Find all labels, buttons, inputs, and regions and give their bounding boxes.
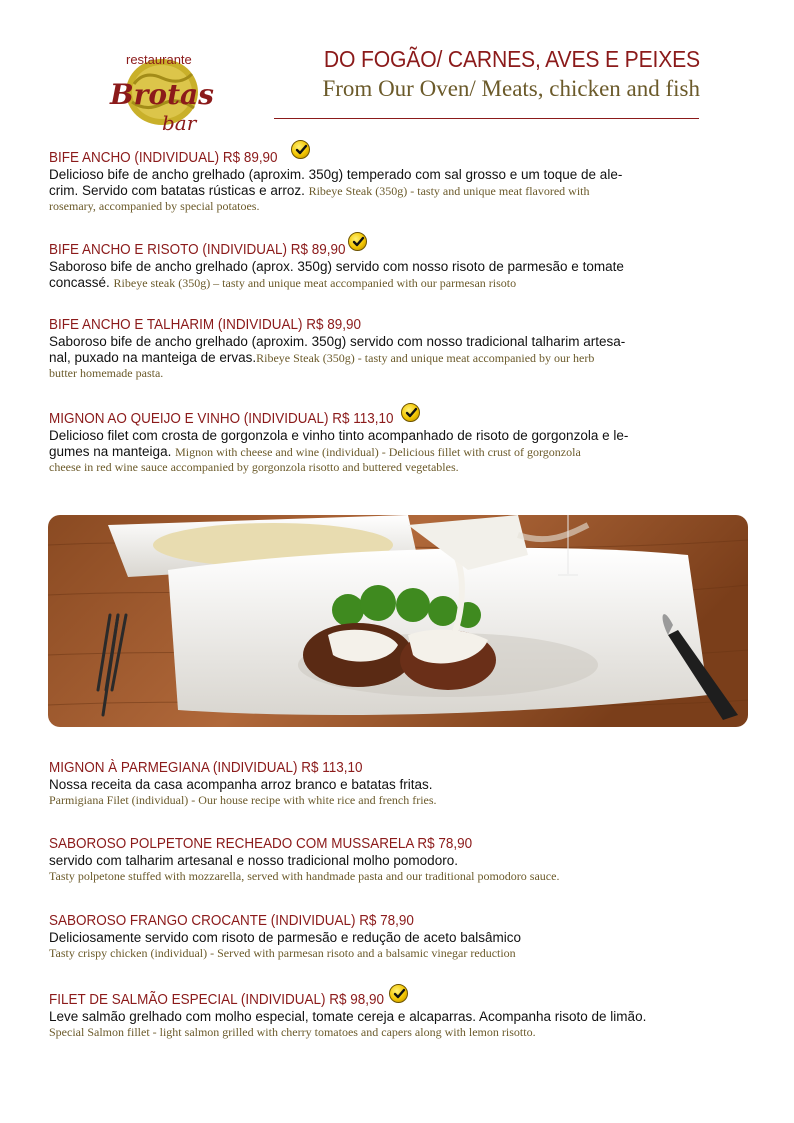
menu-item-description: Deliciosamente servido com risoto de parmesão e redução de aceto balsâmico	[49, 930, 521, 945]
section-header	[260, 44, 700, 104]
menu-item-title: MIGNON À PARMEGIANA (INDIVIDUAL) R$ 113,10	[49, 760, 363, 776]
menu-item-description: Saboroso bife de ancho grelhado (aprox. 350g) servido com nosso risoto de parmesão e tomate concassé. Ribeye steak (350g) – tasty and unique meat accompanied with our parmesan risoto	[49, 259, 624, 290]
menu-item-description: Leve salmão grelhado com molho especial, tomate cereja e alcaparras. Acompanha risoto de limão.	[49, 1009, 647, 1024]
recommended-check-icon	[348, 232, 367, 251]
menu-item-description: Nossa receita da casa acompanha arroz branco e batatas fritas.	[49, 777, 433, 792]
menu-item	[49, 759, 699, 808]
menu-item-title: BIFE ANCHO (INDIVIDUAL) R$ 89,90	[49, 150, 278, 166]
menu-item-description: Delicioso filet com crosta de gorgonzola e vinho tinto acompanhado de risoto de gorgonzola e le- gumes na manteiga. Mignon with cheese and wine (individual) - Delicious fillet with crust of gorgonzola	[49, 428, 629, 459]
menu-item-description-en: Tasty crispy chicken (individual) - Served with parmesan risoto and a balsamic vinegar reduction	[49, 945, 516, 960]
menu-item	[49, 912, 699, 961]
header-divider	[274, 118, 699, 119]
section-title-en: From Our Oven/ Meats, chicken and fish	[322, 76, 700, 101]
menu-item-title: BIFE ANCHO E TALHARIM (INDIVIDUAL) R$ 89,90	[49, 317, 361, 333]
menu-item-description-en: Special Salmon fillet - light salmon grilled with cherry tomatoes and capers along with lemon risotto.	[49, 1024, 536, 1039]
recommended-check-icon	[389, 984, 408, 1003]
menu-item-description: Delicioso bife de ancho grelhado (aproxim. 350g) temperado com sal grosso e um toque de ale- crim. Servido com batatas rústicas e arroz. Ribeye Steak (350g) - tasty and unique meat flavored with	[49, 167, 623, 198]
menu-item-description: Saboroso bife de ancho grelhado (aproxim. 350g) servido com nosso tradicional talharim artesa- nal, puxado na manteiga de ervas.Ribeye Steak (350g) - tasty and unique meat accompanied by our herb	[49, 334, 626, 365]
menu-item-description-en: Tasty polpetone stuffed with mozzarella, served with handmade pasta and our traditional pomodoro sauce.	[49, 868, 560, 883]
menu-item-title: FILET DE SALMÃO ESPECIAL (INDIVIDUAL) R$ 98,90	[49, 992, 385, 1008]
menu-item-title: SABOROSO POLPETONE RECHEADO COM MUSSARELA R$ 78,90	[49, 836, 473, 852]
menu-item	[49, 988, 699, 1040]
menu-item	[49, 835, 699, 884]
recommended-check-icon	[401, 403, 420, 422]
menu-item-title: SABOROSO FRANGO CROCANTE (INDIVIDUAL) R$ 78,90	[49, 913, 414, 929]
menu-item	[49, 316, 699, 381]
logo-bottom-text: bar	[162, 111, 197, 135]
menu-item-description-en: rosemary, accompanied by special potatoes.	[49, 198, 260, 213]
logo-top-text: restaurante	[126, 52, 192, 67]
dish-photo	[48, 515, 748, 727]
restaurant-logo	[104, 44, 224, 136]
menu-item-title: MIGNON AO QUEIJO E VINHO (INDIVIDUAL) R$ 113,10	[49, 411, 394, 427]
menu-item	[49, 146, 699, 214]
menu-item	[49, 238, 699, 291]
menu-item-description-en: butter homemade pasta.	[49, 365, 164, 380]
menu-item	[49, 407, 699, 475]
menu-item-description-en: cheese in red wine sauce accompanied by gorgonzola risotto and buttered vegetables.	[49, 459, 459, 474]
recommended-check-icon	[291, 140, 310, 159]
menu-item-title: BIFE ANCHO E RISOTO (INDIVIDUAL) R$ 89,90	[49, 242, 346, 258]
menu-item-description: servido com talharim artesanal e nosso tradicional molho pomodoro.	[49, 853, 458, 868]
section-title-pt: DO FOGÃO/ CARNES, AVES E PEIXES	[323, 46, 700, 72]
logo-main-text: Brotas	[110, 78, 214, 111]
menu-item-description-en: Parmigiana Filet (individual) - Our house recipe with white rice and french fries.	[49, 792, 437, 807]
